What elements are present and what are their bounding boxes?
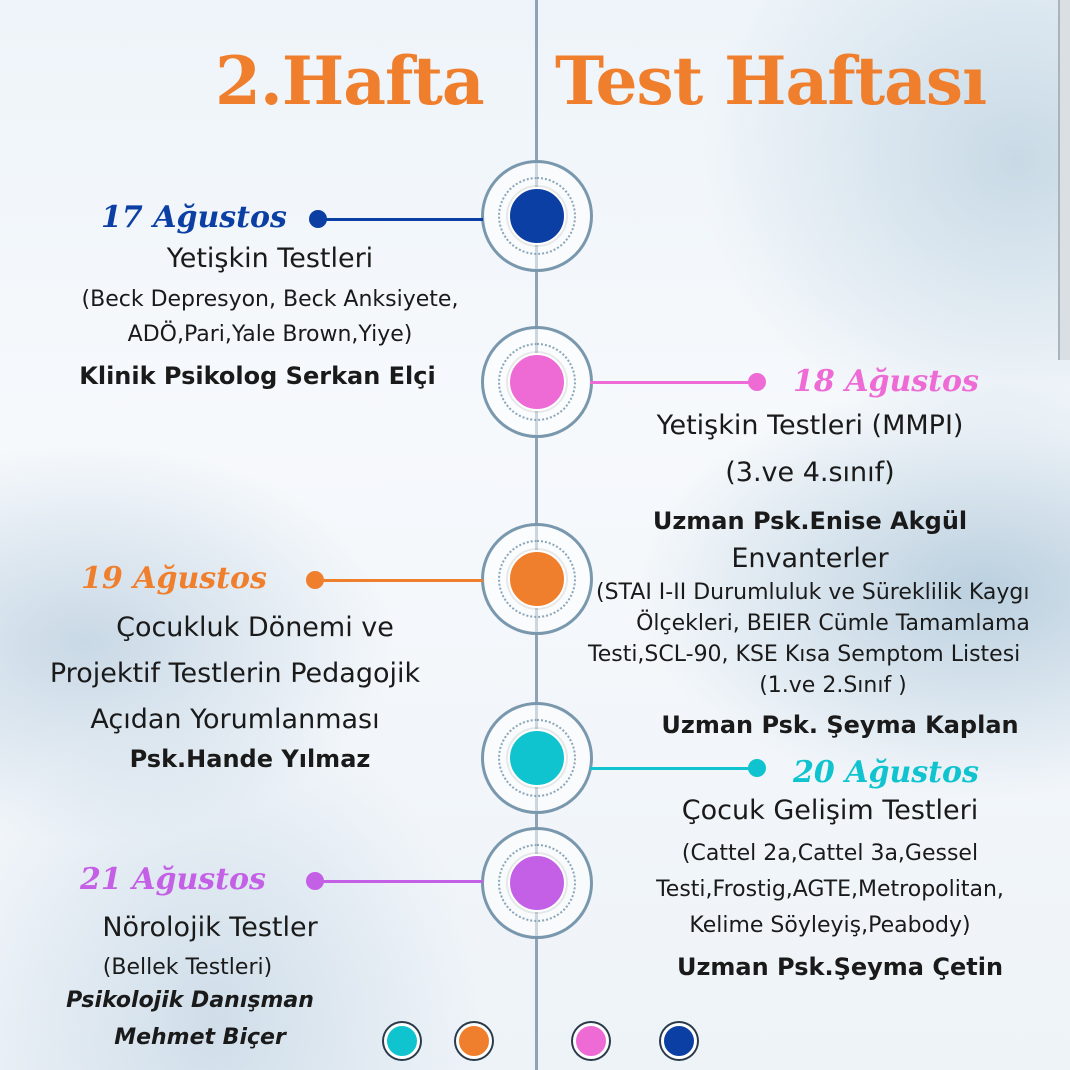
legend-dot-navy (661, 1023, 697, 1059)
date-18: 18 Ağustos (793, 364, 979, 399)
event-detail: Testi,Frostig,AGTE,Metropolitan, (656, 877, 1004, 902)
connector-dot (306, 571, 324, 589)
timeline-node-purple (481, 827, 593, 939)
connector-line (318, 218, 483, 221)
event-presenter: Klinik Psikolog Serkan Elçi (79, 362, 436, 390)
extra-detail: (STAI I-II Durumluluk ve Süreklilik Kaygı (596, 580, 1030, 605)
event-detail: (Bellek Testleri) (102, 955, 273, 980)
event-title: Yetişkin Testleri (MMPI) (656, 410, 964, 441)
connector-dot (309, 210, 327, 228)
event-presenter: Psikolojik Danışman (66, 988, 314, 1013)
event-title: Çocuk Gelişim Testleri (681, 795, 979, 826)
legend-dot-orange (456, 1023, 492, 1059)
legend-dot-teal (384, 1023, 420, 1059)
extra-detail: (1.ve 2.Sınıf ) (759, 673, 907, 698)
event-title: Nörolojik Testler (102, 912, 318, 943)
date-17: 17 Ağustos (101, 200, 287, 235)
connector-line (590, 767, 760, 770)
event-title: Yetişkin Testleri (166, 243, 374, 274)
connector-line (590, 381, 760, 384)
title-week: 2.Hafta (215, 42, 484, 120)
event-presenter: Psk.Hande Yılmaz (129, 745, 371, 773)
connector-line (318, 880, 483, 883)
extra-presenter: Uzman Psk. Şeyma Kaplan (661, 711, 1019, 739)
event-detail: (3.ve 4.sınıf) (725, 457, 895, 488)
connector-dot (306, 872, 324, 890)
event-detail: Kelime Söyleyiş,Peabody) (689, 913, 971, 938)
timeline-node-teal (481, 702, 593, 814)
connector-dot (748, 759, 766, 777)
event-presenter: Uzman Psk.Şeyma Çetin (676, 953, 1004, 981)
legend-dot-pink (573, 1023, 609, 1059)
event-detail: (Beck Depresyon, Beck Anksiyete, (81, 287, 459, 312)
date-21: 21 Ağustos (80, 862, 266, 897)
event-detail: (Cattel 2a,Cattel 3a,Gessel (681, 841, 979, 866)
event-title: Projektif Testlerin Pedagojik (49, 658, 421, 689)
date-20: 20 Ağustos (793, 755, 979, 790)
timeline-node-pink (481, 326, 593, 438)
extra-detail: Ölçekleri, BEIER Cümle Tamamlama (636, 611, 1030, 636)
extra-title: Envanterler (731, 543, 889, 574)
timeline-node-orange (481, 523, 593, 635)
event-presenter: Uzman Psk.Enise Akgül (652, 507, 968, 535)
connector-line (318, 579, 483, 582)
event-title: Açıdan Yorumlanması (90, 704, 380, 735)
event-presenter: Mehmet Biçer (114, 1025, 286, 1050)
connector-dot (748, 373, 766, 391)
date-19: 19 Ağustos (81, 561, 267, 596)
event-detail: ADÖ,Pari,Yale Brown,Yiye) (127, 322, 413, 347)
scrollbar[interactable] (1058, 0, 1070, 360)
timeline-node-navy (481, 160, 593, 272)
extra-detail: Testi,SCL-90, KSE Kısa Semptom Listesi (588, 642, 1021, 667)
title-test-week: Test Haftası (555, 42, 987, 120)
event-title: Çocukluk Dönemi ve (116, 612, 394, 643)
